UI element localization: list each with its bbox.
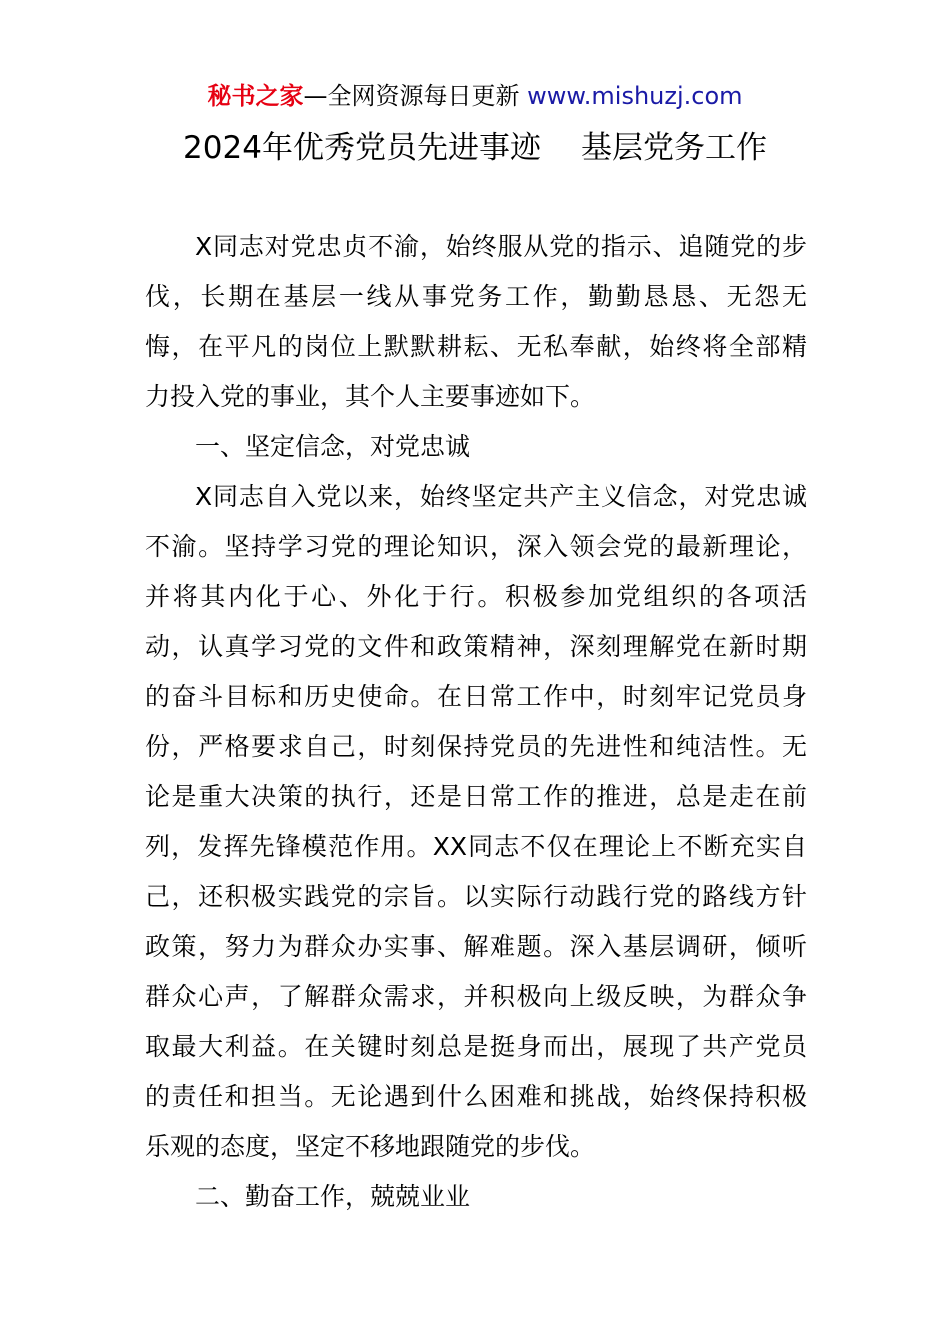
paragraph-line: 的责任和担当。无论遇到什么困难和挑战，始终保持积极 xyxy=(145,1082,807,1111)
paragraph-line: X同志对党忠贞不渝，始终服从党的指示、追随党的步 xyxy=(195,232,807,261)
paragraph-line: 不渝。坚持学习党的理论知识，深入领会党的最新理论， xyxy=(145,532,807,561)
paragraph-line: 群众心声，了解群众需求，并积极向上级反映，为群众争 xyxy=(145,982,807,1011)
site-url-link[interactable]: www.mishuzj.com xyxy=(527,82,743,110)
title-sub: 基层党务工作 xyxy=(580,130,767,166)
site-header xyxy=(0,80,950,112)
paragraph-line: 己，还积极实践党的宗旨。以实际行动践行党的路线方针 xyxy=(145,882,807,911)
paragraph-line: X同志自入党以来，始终坚定共产主义信念，对党忠诚 xyxy=(195,482,807,511)
header-tagline: —全网资源每日更新 xyxy=(303,82,528,110)
brand-name: 秘书之家 xyxy=(207,82,304,110)
paragraph-line: 政策，努力为群众办实事、解难题。深入基层调研，倾听 xyxy=(145,932,807,961)
paragraph-line: 动，认真学习党的文件和政策精神，深刻理解党在新时期 xyxy=(145,632,807,661)
paragraph-line: 取最大利益。在关键时刻总是挺身而出，展现了共产党员 xyxy=(145,1032,807,1061)
paragraph-line: 并将其内化于心、外化于行。积极参加党组织的各项活 xyxy=(145,582,807,611)
paragraph-line: 乐观的态度，坚定不移地跟随党的步伐。 xyxy=(145,1132,596,1161)
section-heading-1: 一、坚定信念，对党忠诚 xyxy=(195,432,471,461)
document-title xyxy=(0,128,950,168)
paragraph-line: 论是重大决策的执行，还是日常工作的推进，总是走在前 xyxy=(145,782,807,811)
paragraph-line: 份，严格要求自己，时刻保持党员的先进性和纯洁性。无 xyxy=(145,732,807,761)
paragraph-line: 力投入党的事业，其个人主要事迹如下。 xyxy=(145,382,596,411)
paragraph-line: 悔，在平凡的岗位上默默耕耘、无私奉献，始终将全部精 xyxy=(145,332,807,361)
section-heading-2: 二、勤奋工作，兢兢业业 xyxy=(195,1182,471,1211)
paragraph-line: 的奋斗目标和历史使命。在日常工作中，时刻牢记党员身 xyxy=(145,682,807,711)
document-body xyxy=(145,222,807,1222)
paragraph-line: 列，发挥先锋模范作用。XX同志不仅在理论上不断充实自 xyxy=(145,832,807,861)
paragraph-line: 伐，长期在基层一线从事党务工作，勤勤恳恳、无怨无 xyxy=(145,282,807,311)
title-main: 2024年优秀党员先进事迹 xyxy=(183,130,541,166)
